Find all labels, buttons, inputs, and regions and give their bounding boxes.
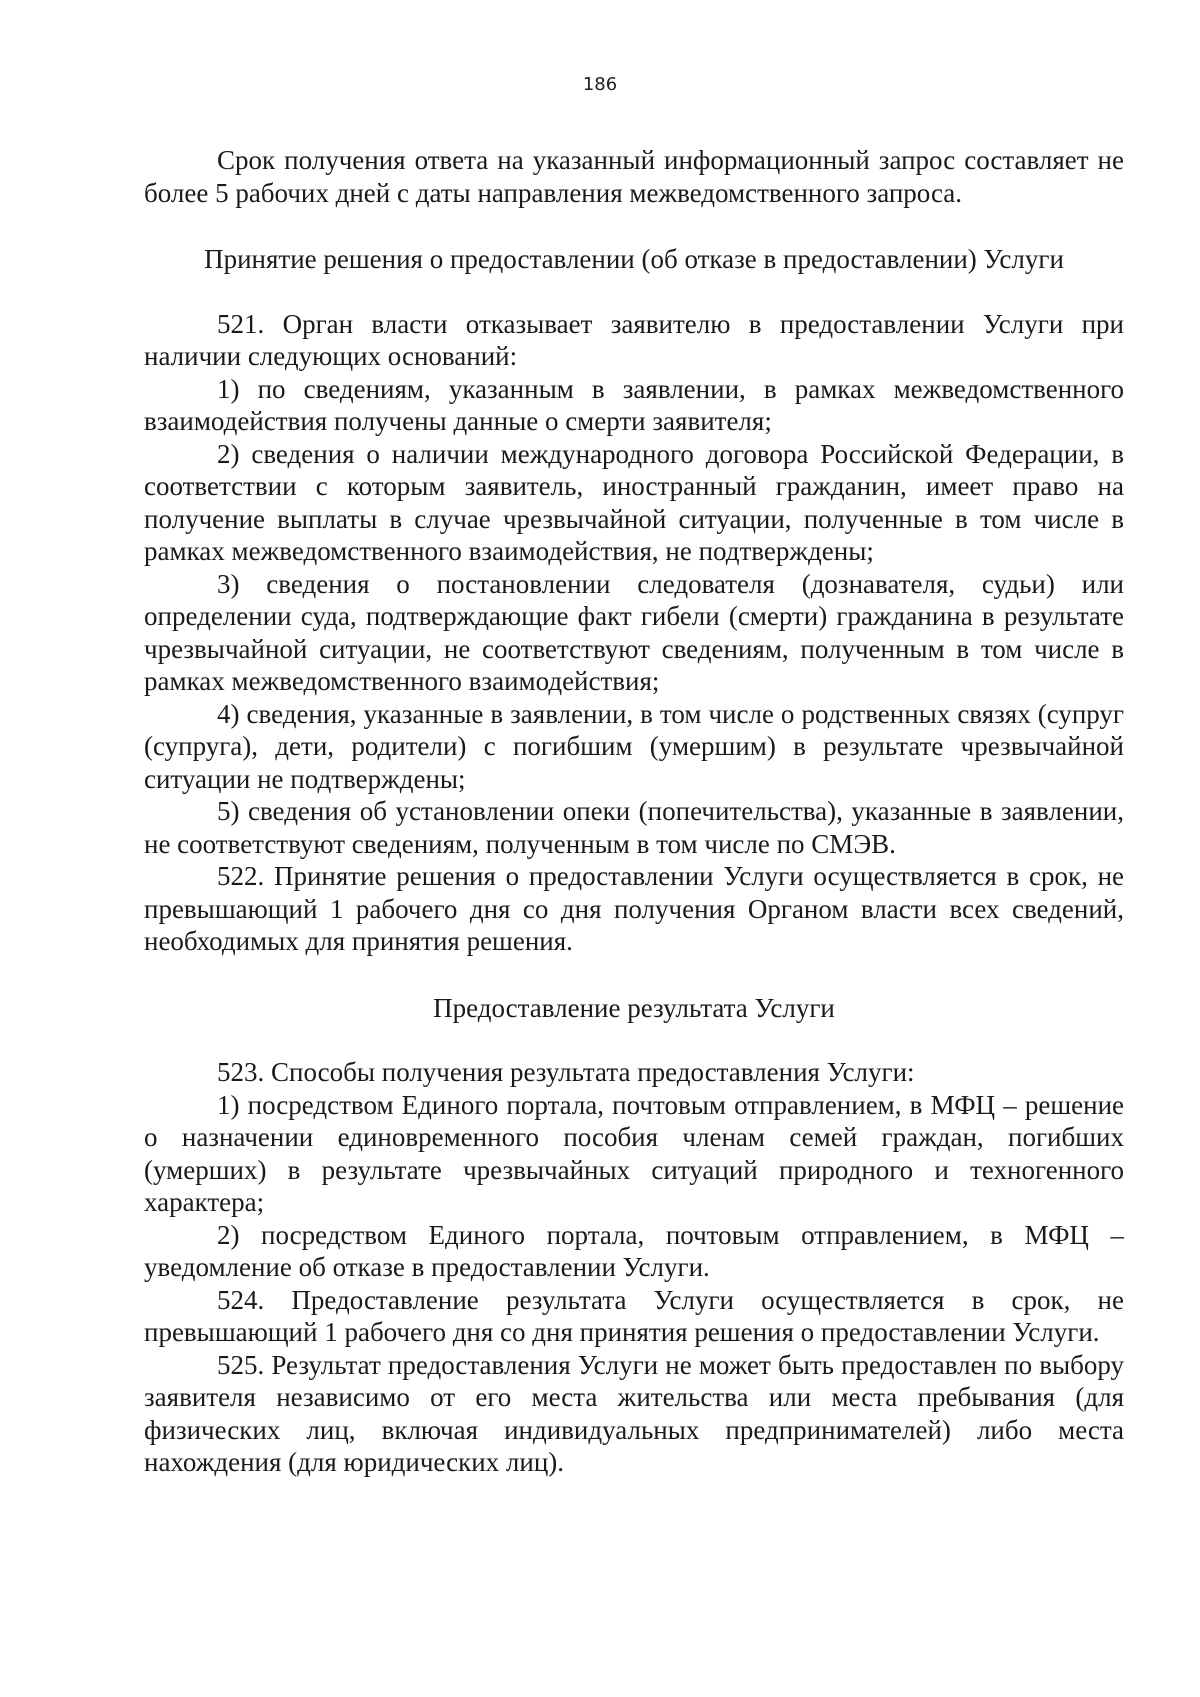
paragraph-521: 521. Орган власти отказывает заявителю в предоставлении Услуги при наличии следующих оснований:	[144, 308, 1124, 371]
list-item-523-1: 1) посредством Единого портала, почтовым отправлением, в МФЦ – решение о назначении единовременного пособия членам семей граждан, погибших (умерших) в результате чрезвычайных ситуаций природного и техногенного характера;	[144, 1089, 1124, 1217]
list-item-521-1: 1) по сведениям, указанным в заявлении, в рамках межведомственного взаимодействия получены данные о смерти заявителя;	[144, 373, 1124, 436]
paragraph-523: 523. Способы получения результата предоставления Услуги:	[217, 1057, 915, 1087]
section-heading-result: Предоставление результата Услуги	[433, 992, 835, 1023]
list-item-521-4: 4) сведения, указанные в заявлении, в том числе о родственных связях (супруг (супруга), дети, родители) с погибшим (умершим) в результате чрезвычайной ситуации не подтверждены;	[144, 698, 1124, 794]
list-item-521-2: 2) сведения о наличии международного договора Российской Федерации, в соответствии с которым заявитель, иностранный гражданин, имеет право на получение выплаты в случае чрезвычайной ситуации, полученные в том числе в рамках межведомственного взаимодействия, не подтверждены;	[144, 438, 1124, 566]
list-item-521-5: 5) сведения об установлении опеки (попечительства), указанные в заявлении, не соответствуют сведениям, полученным в том числе по СМЭВ.	[144, 796, 1124, 859]
paragraph-524: 524. Предоставление результата Услуги осуществляется в срок, не превышающий 1 рабочего дня со дня принятия решения о предоставлении Услуги.	[144, 1284, 1124, 1347]
paragraph-522: 522. Принятие решения о предоставлении Услуги осуществляется в срок, не превышающий 1 рабочего дня со дня получения Органом власти всех сведений, необходимых для принятия решения.	[144, 861, 1124, 956]
list-item-521-3: 3) сведения о постановлении следователя (дознавателя, судьи) или определении суда, подтверждающие факт гибели (смерти) гражданина в результате чрезвычайной ситуации, не соответствуют сведениям, полученным в том числе в рамках межведомственного взаимодействия;	[144, 568, 1124, 696]
list-item-523-2: 2) посредством Единого портала, почтовым отправлением, в МФЦ – уведомление об отказе в предоставлении Услуги.	[144, 1219, 1124, 1282]
intro-paragraph: Срок получения ответа на указанный информационный запрос составляет не более 5 рабочих дней с даты направления межведомственного запроса.	[144, 145, 1124, 208]
page-number: 186	[582, 74, 618, 95]
document-body	[144, 144, 1124, 1479]
section-heading-decision: Принятие решения о предоставлении (об отказе в предоставлении) Услуги	[204, 244, 1064, 274]
paragraph-525: 525. Результат предоставления Услуги не может быть предоставлен по выбору заявителя независимо от его места жительства или места пребывания (для физических лиц, включая индивидуальных предпринимателей) либо места нахождения (для юридических лиц).	[144, 1349, 1124, 1477]
